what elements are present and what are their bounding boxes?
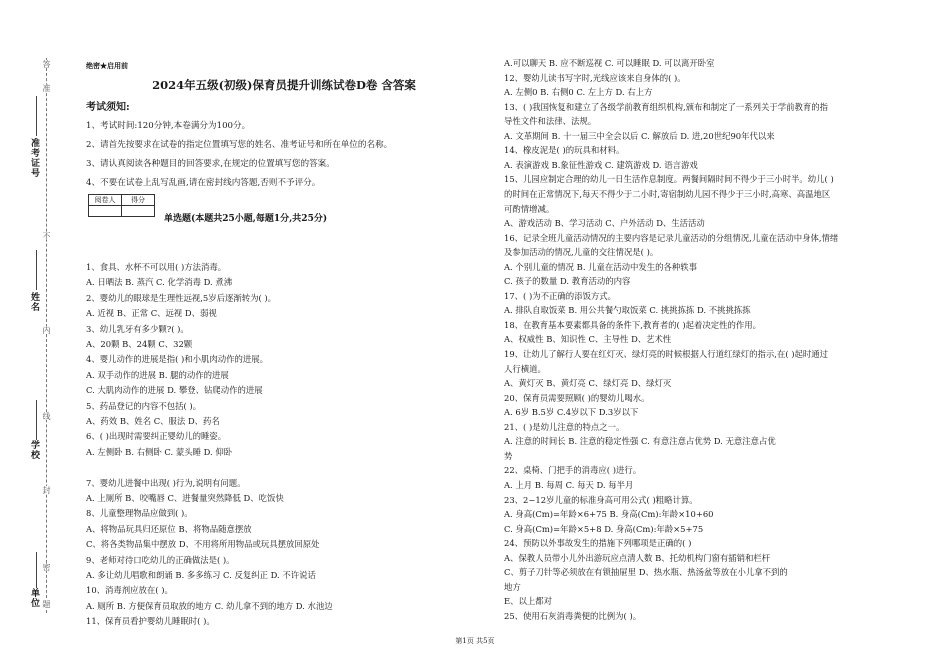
question-line: 的时间在正常情况下,每天不得少于二小时,寄宿制幼儿园不得少于三小时,高寒、高温地区 [504,188,831,199]
reviewer-cell[interactable] [89,206,122,217]
question-line: A、黄灯灭 B、黄灯亮 C、绿灯亮 D、绿灯灭 [504,378,672,389]
question-line: 3、幼儿乳牙有多少颗?( )。 [86,323,189,334]
question-line: 10、消毒剂应放在( )。 [86,585,173,596]
page-title: 2024年五级(初级)保育员提升训练试卷D卷 含答案 [152,78,416,92]
question-line: A.可以聊天 B. 应不断巡视 C. 可以睡眠 D. 可以离开卧室 [504,58,715,68]
school-label: 学校 [29,440,39,460]
binding-margin [0,0,60,671]
question-line: A. 双手动作的进展 B. 腿的动作的进展 [86,369,229,380]
question-line: 1、食具、水杯不可以用( )方法消毒。 [86,262,227,272]
question-line: A. 近视 B、正常 C、远视 D、弱视 [86,308,217,319]
question-line: 2、婴幼儿的眼球是生理性远视,5岁后逐渐转为( )。 [86,292,277,303]
exam-number-label: 准考证号 [29,138,39,178]
seal-line [46,58,47,613]
question-line: 4、婴儿动作的进展是指( )和小肌肉动作的进展。 [86,354,269,365]
question-line: 23、2~12岁儿童的标准身高可用公式( )粗略计算。 [504,494,698,505]
question-line: 21、( )是幼儿注意的特点之一。 [504,421,625,432]
question-line: A. 上厕所 B、咬嘴唇 C、进餐量突然降低 D、吃饭快 [86,493,284,503]
binding-word: 线 [42,412,51,420]
question-line: E、以上都对 [504,596,552,607]
notice-heading: 考试须知: [86,102,130,113]
question-line: A、游戏活动 B、学习活动 C、户外活动 D、生活活动 [504,218,705,229]
question-line: 13、( )我国恢复和建立了各级学前教育组织机构,颁布和制定了一系列关于学前教育的指 [504,101,829,112]
binding-word: 密 [42,563,51,571]
binding-word: 答 [42,60,51,68]
question-line: C、将各类物品集中摆放 D、不用将所用物品或玩具摆放回原处 [86,539,320,550]
question-line: C. 身高(Cm)=年龄×5+8 D. 身高(Cm):年龄×5+75 [504,523,704,534]
question-line: A. 厕所 B. 方便保育员取放的地方 C. 幼儿拿不到的地方 D. 水池边 [86,600,333,611]
question-line: A. 文革期间 B. 十一届三中全会以后 C. 解放后 D. 进,20世纪90年代以来 [504,130,775,141]
question-line: A. 6岁 B.5岁 C.4岁以下 D.3岁以下 [504,407,639,418]
question-line: 25、使用石灰消毒粪便的比例为( )。 [504,610,642,621]
exam-number-field[interactable] [36,96,37,136]
question-line: 及参加活动的情况,儿童的交往情况是( )。 [504,247,659,258]
unit-field[interactable] [36,552,37,588]
binding-word: 内 [42,326,51,334]
question-line: A. 日晒法 B. 蒸汽 C. 化学消毒 D. 煮沸 [86,277,233,288]
question-line: A. 多让幼儿唱歌和朗诵 B. 多多练习 C. 反复纠正 D. 不许说话 [86,570,316,580]
question-line: 导性文件和法律、法规。 [504,116,597,127]
question-line: 19、让幼儿了解行人要在红灯灭、绿灯亮的时候根据人行道红绿灯的指示,在( )起时通过 [504,349,829,359]
notice-item: 1、考试时间:120分钟,本卷满分为100分。 [86,121,251,131]
question-line: 可酌情增减。 [504,203,555,214]
question-line: 18、在教育基本要素都具备的条件下,教育者的( )起着决定性的作用。 [504,319,762,330]
secret-mark: 绝密★启用前 [86,61,128,70]
page-footer: 第1页 共5页 [455,637,495,645]
name-field[interactable] [36,250,37,290]
question-line: A. 表演游戏 B.象征性游戏 C. 建筑游戏 D. 语言游戏 [504,159,698,170]
score-table [88,194,155,217]
question-line: C. 大肌肉动作的进展 D. 攀登、钻爬动作的进展 [86,385,263,396]
question-line: A、20颗 B、24颗 C、32颗 [86,339,193,349]
notice-item: 2、请首先按要求在试卷的指定位置填写您的姓名、准考证号和所在单位的名称。 [86,140,393,150]
question-line: 14、橡皮泥是( )的玩具和材料。 [504,145,625,156]
question-line: A. 个别儿童的情况 B. 儿童在活动中发生的各种轶事 [504,261,698,272]
question-line: 7、婴幼儿进餐中出现( )行为,说明有问题。 [86,477,246,488]
notice-item: 3、请认真阅读各种题目的回答要求,在规定的位置填写您的答案。 [86,159,335,169]
question-line: 24、预防以外事故发生的措施下列哪项是正确的( ) [504,538,692,549]
question-line: 6、( )出现时需要纠正婴幼儿的睡姿。 [86,431,227,442]
binding-word: 题 [42,600,51,608]
question-line: 22、桌椅、门把手的消毒应( )进行。 [504,465,642,476]
binding-word: 不 [42,232,51,240]
question-line: 15、儿园应制定合理的幼儿一日生活作息制度。两餐间隔时间不得少于三小时半。幼儿( ) [504,174,834,185]
question-line: 地方 [504,581,521,592]
question-line: 9、老师对待口吃幼儿的正确做法是( )。 [86,554,235,565]
question-line: 16、记录全班儿童活动情况的主要内容是记录儿童活动的分组情况,儿童在活动中身体,情绪 [504,232,839,243]
question-line: 12、婴幼儿读书写字时,光线应该来自身体的( )。 [504,72,686,83]
question-line: 人行横道。 [504,363,546,374]
question-line: A. 注意的时间长 B. 注意的稳定性强 C. 有意注意占优势 D. 无意注意占优 [504,436,776,447]
score-cell[interactable] [122,206,155,217]
question-line: 8、儿童整理物品应做到( )。 [86,508,193,519]
binding-word: 准 [42,84,51,92]
question-line: C、剪子刀针等必须放在有锁抽屉里 D、热水瓶、热汤盆等放在小儿拿不到的 [504,567,788,578]
question-line: A、权威性 B、知识性 C、主导性 D、艺术性 [504,334,672,345]
question-line: 20、保育员需要照顾( )的婴幼儿喝水。 [504,392,650,403]
question-line: A、保教人员带小儿外出游玩应点清人数 B、托幼机构门窗有插销和栏杆 [504,552,771,563]
name-label: 姓名 [29,292,39,312]
question-line: A、药效 B、姓名 C、服法 D、药名 [86,416,220,426]
notice-item: 4、不要在试卷上乱写乱画,请在密封线内答题,否则不予评分。 [86,178,321,188]
unit-label: 单位 [29,588,39,608]
reviewer-header: 阅卷人 [89,195,122,206]
question-line: A、将物品玩具归还原位 B、将物品随意摆放 [86,523,252,534]
question-line: 5、药品登记的内容不包括( )。 [86,400,202,411]
question-line: 17、( )为不正确的添饭方式。 [504,290,616,301]
question-line: A. 身高(Cm)=年龄×6+75 B. 身高(Cm):年龄×10+60 [504,509,714,520]
question-line: 势 [504,450,513,461]
school-field[interactable] [36,400,37,440]
question-line: A. 左侧卧 B. 右侧卧 C. 蒙头睡 D. 仰卧 [86,446,233,457]
question-line: A. 排队自取饭菜 B. 用公共餐勺取饭菜 C. 挑挑拣拣 D. 不挑挑拣拣 [504,305,751,316]
question-line: A. 左侧0 B. 右侧0 C. 左上方 D. 右上方 [504,87,653,98]
section-heading: 单选题(本题共25小题,每题1分,共25分) [164,214,328,224]
binding-word: 封 [42,486,51,494]
question-line: C. 孩子的数量 D. 教育活动的内容 [504,276,631,287]
question-line: 11、保育员看护婴幼儿睡眠时( )。 [86,616,215,627]
question-line: A. 上月 B. 每周 C. 每天 D. 每半月 [504,479,634,490]
score-header: 得分 [122,195,155,206]
